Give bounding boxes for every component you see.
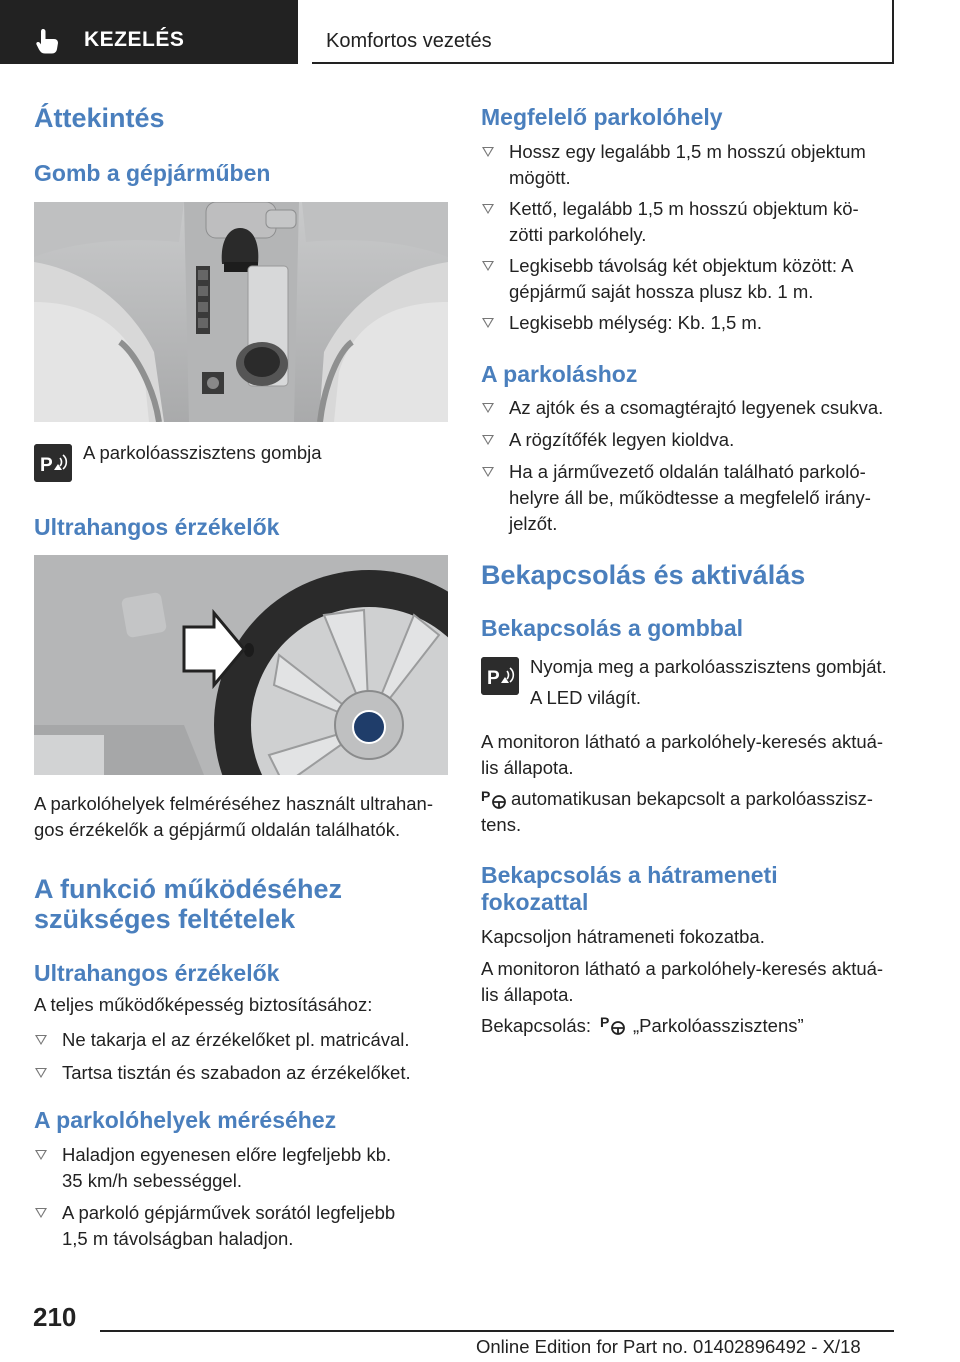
parking-bullet [481,395,883,421]
monitor-line: A monitoron látható a parkolóhely-keresés aktuá- [481,958,884,979]
suitable-bullet [481,139,866,191]
monitor-status-1 [481,729,883,781]
measure-bullet [34,1200,395,1252]
bullet-text: Haladjon egyenesen előre legfeljebb kb. [62,1144,392,1165]
button-on-text-1: Nyomja meg a parkolóasszisztens gombját. [530,656,887,677]
bullet-text: Kettő, legalább 1,5 m hosszú objektum kö- [509,198,859,219]
bullet-triangle-icon [482,467,494,477]
park-assist-button-icon [34,444,72,482]
monitor-line: A monitoron látható a parkolóhely-keresés aktuá- [481,731,884,752]
reverse-text: Kapcsoljon hátrameneti fokozatba. [481,926,765,947]
parking-heading: A parkoláshoz [481,361,638,387]
bullet-text: Legkisebb mélység: Kb. 1,5 m. [509,312,762,333]
suitable-heading: Megfelelő parkolóhely [481,104,723,130]
reverse-heading-line: fokozattal [481,889,589,915]
sensors-heading: Ultrahangos érzékelők [34,514,280,540]
conditions-title [34,874,342,934]
bullet-triangle-icon [35,1150,47,1160]
cond-sensors-heading: Ultrahangos érzékelők [34,960,280,986]
measure-heading: A parkolóhelyek méréséhez [34,1107,337,1133]
suitable-bullet [481,310,762,336]
bullet-text: Hossz egy legalább 1,5 m hosszú objektum [509,141,866,162]
bullet-text: Az ajtók és a csomagtérajtó legyenek csukva. [509,397,884,418]
cond-sensors-bullet [34,1060,411,1086]
suitable-bullet [481,253,854,305]
parking-bullet [481,427,734,453]
bullet-text: A rögzítőfék legyen kioldva. [509,429,735,450]
bullet-text: 35 km/h sebességgel. [62,1170,242,1191]
bullet-text: 1,5 m távolságban haladjon. [62,1228,294,1249]
bullet-triangle-icon [35,1068,47,1078]
button-heading: Gomb a gépjárműben [34,160,271,186]
pointing-hand-icon [34,27,62,55]
bullet-text: gépjármű saját hossza plusz kb. 1 m. [509,281,814,302]
measure-bullet [34,1142,391,1194]
conditions-title-line-1: A funkció működéséhez [34,874,343,904]
bullet-text: Ha a járművezető oldalán található parkoló- [509,461,866,482]
bullet-text: Tartsa tisztán és szabadon az érzékelőket. [62,1062,411,1083]
sensors-caption-line-1: A parkolóhelyek felméréséhez használt ultrahan- [34,793,434,814]
cond-sensors-bullet [34,1027,410,1053]
conditions-title-line-2: szükséges feltételek [34,904,296,934]
activation-title: Bekapcsolás és aktiválás [481,560,806,590]
monitor-line: lis állapota. [481,757,574,778]
bullet-triangle-icon [482,435,494,445]
bullet-text: Legkisebb távolság két objektum között: A [509,255,854,276]
svg-text:P: P [40,455,53,476]
bullet-text: mögött. [509,167,571,188]
auto-line: tens. [481,814,522,835]
reverse-heading-line: Bekapcsolás a hátrameneti [481,862,778,888]
park-assist-symbol-icon [600,1013,626,1037]
chapter-title: Komfortos vezetés [326,30,492,52]
bullet-triangle-icon [482,147,494,157]
button-on-text-2: A LED világít. [530,687,642,708]
console-photo [34,202,448,422]
svg-text:P: P [600,1014,610,1030]
svg-text:P: P [487,668,500,689]
bullet-text: Ne takarja el az érzékelőket pl. matricával. [62,1029,410,1050]
section-tab-label: KEZELÉS [84,28,185,51]
bullet-triangle-icon [482,403,494,413]
bullet-text: A parkoló gépjárművek sorától legfeljebb [62,1202,396,1223]
switch-on-value: „Parkolóasszisztens” [633,1015,804,1036]
auto-line: automatikusan bekapcsolt a parkolóasszisz- [511,788,873,809]
suitable-bullet [481,196,859,248]
bullet-text: zötti parkolóhely. [509,224,647,245]
bullet-triangle-icon [35,1035,47,1045]
reverse-heading [481,862,778,916]
park-assist-button-icon [481,657,519,695]
section-tab[interactable] [0,0,298,64]
cond-sensors-intro: A teljes működőképesség biztosításához: [34,994,373,1015]
auto-status [481,786,873,838]
parking-bullet [481,459,871,537]
page-number: 210 [33,1302,77,1332]
bullet-triangle-icon [482,261,494,271]
bullet-triangle-icon [482,318,494,328]
bullet-triangle-icon [35,1208,47,1218]
button-caption: A parkolóasszisztens gombja [83,442,322,463]
bullet-text: jelzőt. [509,513,558,534]
switch-on-label: Bekapcsolás: [481,1015,592,1036]
monitor-status-2 [481,956,883,1008]
sensor-photo [34,555,448,775]
chapter-header [312,0,894,64]
sensors-caption-line-2: gos érzékelők a gépjármű oldalán találhatók. [34,819,401,840]
sensors-caption [34,791,448,843]
footer-divider [100,1330,894,1332]
bullet-text: helyre áll be, működtesse a megfelelő irány- [509,487,871,508]
button-on-heading: Bekapcsolás a gombbal [481,615,744,641]
page-title: Áttekintés [34,103,165,133]
bullet-triangle-icon [482,204,494,214]
svg-text:P: P [481,788,491,804]
monitor-line: lis állapota. [481,984,574,1005]
edition-text: Online Edition for Part no. 01402896492 - X/18 [476,1336,861,1357]
